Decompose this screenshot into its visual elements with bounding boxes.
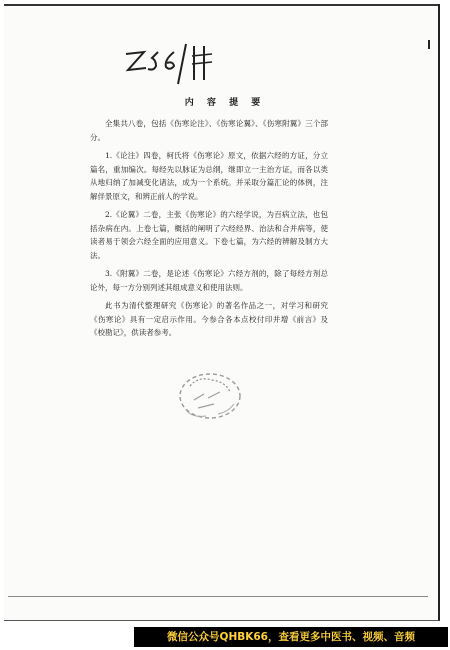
- page-top-edge: [4, 4, 438, 6]
- faded-library-stamp: [168, 364, 252, 428]
- closing-paragraph: 此书为清代整理研究《伤寒论》的著名作品之一，对学习和研究《伤寒论》具有一定启示作用。今参合各本点校付印并增《前言》及《校勘记》，供读者参考。: [90, 301, 328, 337]
- synopsis-body: [90, 117, 328, 345]
- promo-banner: 微信公众号QHBK66，查看更多中医书、视频、音频: [134, 627, 448, 647]
- page-corner-mark: [428, 40, 430, 49]
- handwritten-call-number: [120, 40, 220, 88]
- section-3-paragraph: 3.《附翼》二卷，是论述《伤寒论》六经方剂的，除了每经方剂总论外，每一方分别列述其组成意义和使用法则。: [90, 269, 328, 292]
- section-1-paragraph: 1.《论注》四卷，柯氏将《伤寒论》原文，依据六经的方证，分立篇名，重加编次。每经先以脉证为总纲，继即立一主治方证，而各以类从地归纳了加减变化诸法，成为一个系统。并采取分篇汇论的体例，注解伴景原文，和辨正前人的学说。: [90, 151, 328, 201]
- section-2-paragraph: 2.《论翼》二卷，主张《伤寒论》的六经学说，为百病立法，也包括杂病在内。上卷七篇，概括的阐明了六经经界、治法和合并病等，使读者易于领会六经全面的应用意义。下卷七篇，为六经的辨解及制方大法。: [90, 210, 328, 260]
- page-title: 内 容 提 要: [184, 98, 266, 108]
- intro-paragraph: 全集共八卷，包括《伤寒论注》、《伤寒论翼》、《伤寒附翼》三个部分。: [90, 119, 328, 142]
- page-bottom-rule: [8, 596, 428, 597]
